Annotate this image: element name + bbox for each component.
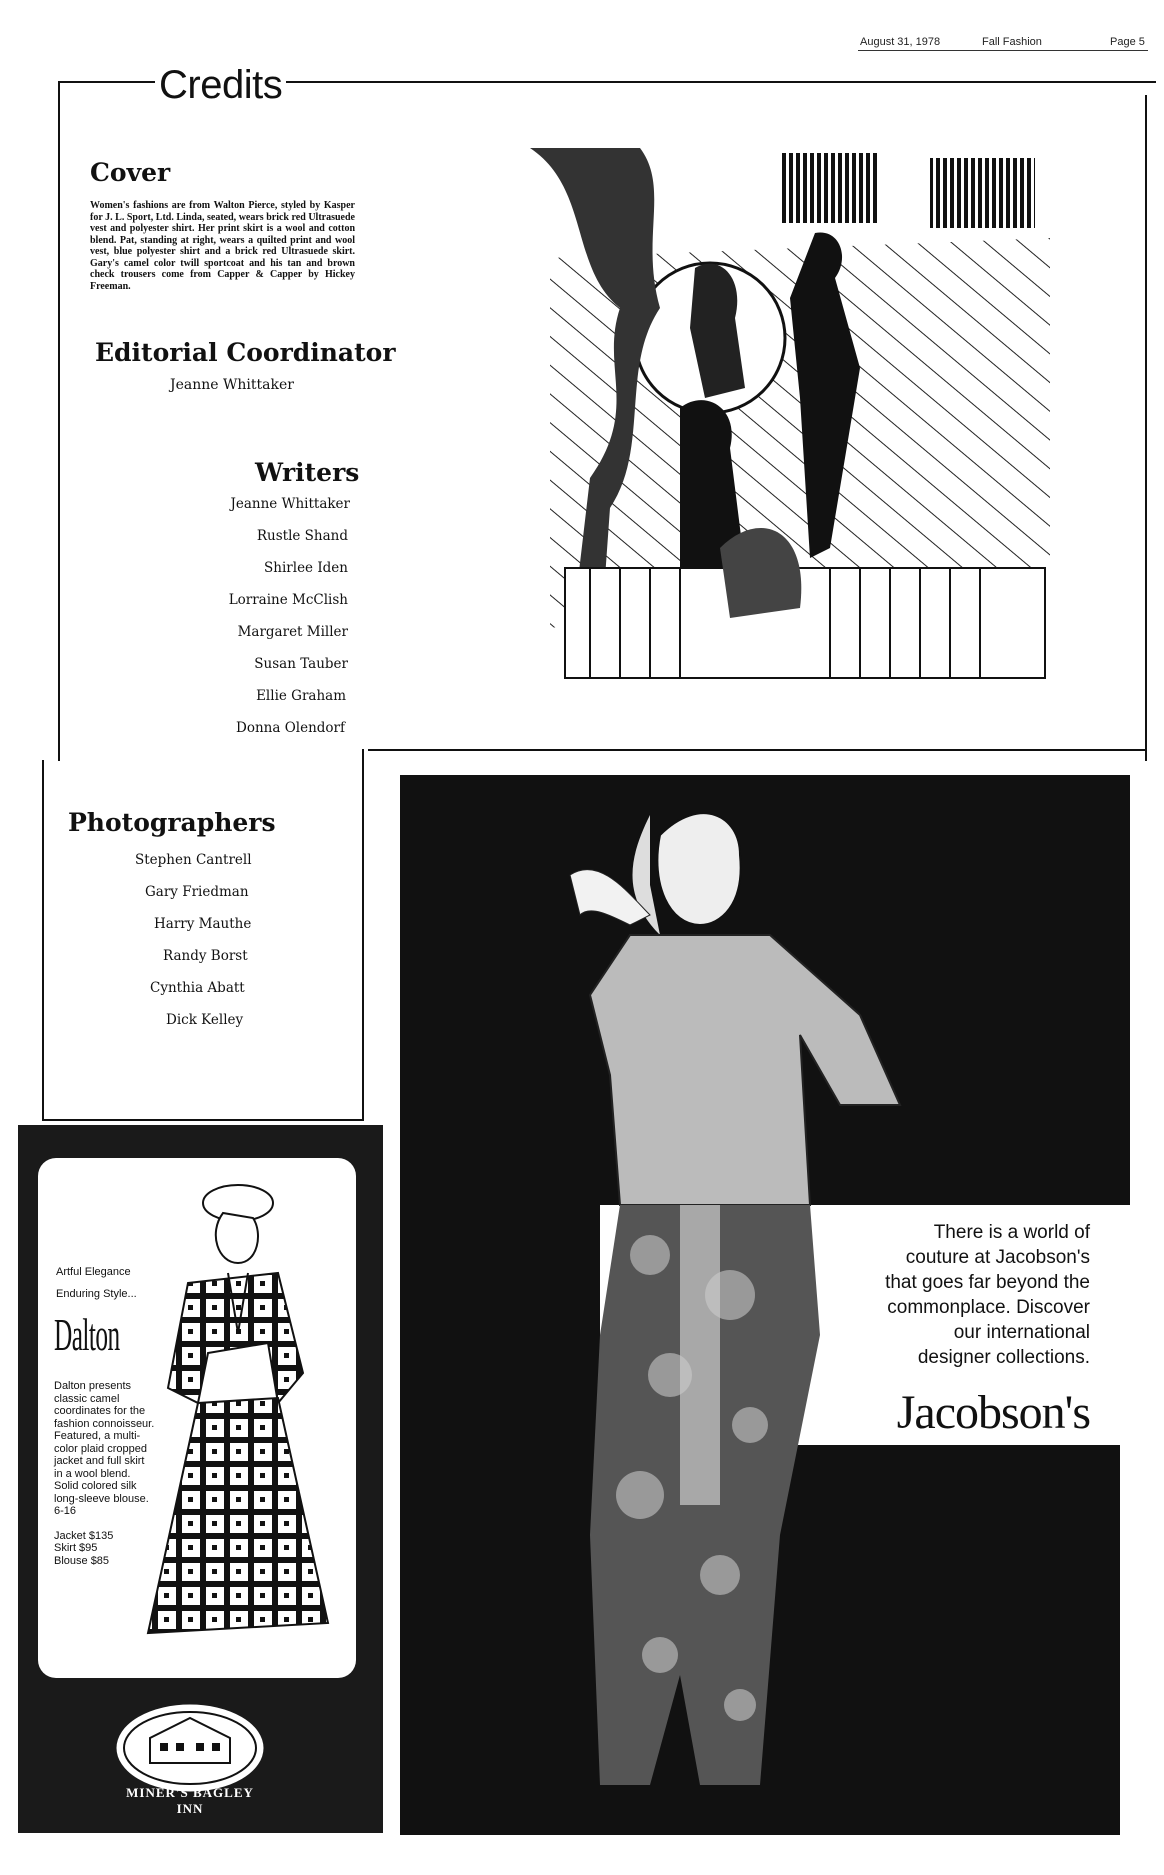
store-logo (110, 1693, 270, 1816)
writer-name: Lorraine McClish (228, 592, 348, 608)
dalton-tagline-1: Artful Elegance (56, 1266, 131, 1278)
header-section: Fall Fashion (982, 36, 1042, 48)
jacobsons-copy-line: couture at Jacobson's (905, 1247, 1090, 1268)
dalton-logo: Dalton (54, 1309, 120, 1360)
cover-text: Women's fashions are from Walton Pierce, styled by Kasper for J. L. Sport, Ltd. Linda, seated, wears brick red Ultrasuede vest and polyester shirt. Her print skirt is a wool and cotton blend. Pat, standing at right, wears a quilted print and wool vest, blue polyester shirt and a brick red Ultrasuede skirt. Gary's camel color twill sportcoat and his tan and brown check trousers come from Capper & Capper by Hickey Freeman. (90, 200, 355, 292)
dalton-body-line: Dalton presents (54, 1380, 132, 1392)
dalton-body-line: 6-16 (54, 1505, 77, 1517)
dalton-body-line: in a wool blend. (54, 1467, 131, 1480)
photographers-heading: Photographers (68, 808, 276, 837)
dalton-body-line: long-sleeve blouse. (54, 1492, 149, 1505)
dalton-ad-panel (38, 1158, 356, 1678)
cover-heading: Cover (90, 158, 171, 187)
jacobsons-copy-line: designer collections. (917, 1347, 1090, 1368)
frame-rule (58, 81, 158, 83)
cover-photo-illustration (530, 148, 1065, 688)
header-page: Page 5 (1110, 36, 1145, 48)
frame-rule (362, 749, 364, 1121)
photographer-name: Dick Kelley (166, 1012, 244, 1028)
credits-title: Credits (155, 60, 286, 110)
dalton-body-line: Featured, a multi- (54, 1430, 141, 1442)
dalton-tagline-2: Enduring Style... (56, 1288, 137, 1300)
writer-name: Rustle Shand (256, 528, 348, 544)
frame-rule (368, 749, 1147, 751)
photographer-name: Gary Friedman (145, 884, 249, 900)
writer-name: Susan Tauber (254, 656, 348, 672)
jacobsons-copy-line: that goes far beyond the (885, 1272, 1090, 1293)
dalton-body-line: Solid colored silk (54, 1480, 137, 1492)
writer-name: Shirlee Iden (264, 560, 348, 576)
dalton-price: Skirt $95 (54, 1542, 98, 1554)
jacobsons-copy-line: our international (953, 1322, 1090, 1343)
cover-photo (530, 148, 1065, 688)
dalton-body-line: jacket and full skirt (54, 1455, 145, 1467)
header-date: August 31, 1978 (860, 36, 941, 48)
writer-name: Margaret Miller (237, 624, 348, 640)
writer-name: Jeanne Whittaker (230, 496, 350, 512)
photographer-name: Randy Borst (163, 948, 248, 964)
dalton-body-line: coordinates for the (54, 1405, 146, 1417)
frame-rule (42, 1119, 364, 1121)
frame-rule (280, 81, 1156, 83)
dalton-body (54, 1380, 174, 1567)
frame-rule (42, 760, 44, 1120)
jacobsons-copy (840, 1220, 1090, 1370)
jacobsons-copy-line: commonplace. Discover (887, 1297, 1090, 1318)
jacobsons-copy-line: There is a world of (933, 1222, 1090, 1243)
dalton-body-line: classic camel (54, 1392, 120, 1405)
editorial-heading: Editorial Coordinator (95, 338, 396, 367)
frame-rule (1145, 95, 1147, 761)
store-name: MINER'S BAGLEY INN (126, 1785, 254, 1816)
dalton-price: Blouse $85 (54, 1554, 110, 1567)
dalton-body-line: fashion connoisseur. (54, 1417, 155, 1430)
dalton-price: Jacket $135 (54, 1529, 114, 1542)
writers-heading: Writers (255, 458, 360, 487)
dalton-body-line: color plaid cropped (54, 1442, 147, 1455)
jacobsons-logo: Jacobson's (896, 1386, 1090, 1439)
header-rule (858, 50, 1148, 51)
photographer-name: Stephen Cantrell (135, 852, 252, 868)
editorial-name: Jeanne Whittaker (170, 377, 294, 393)
writer-name: Donna Olendorf (236, 720, 345, 736)
writer-name: Ellie Graham (256, 688, 346, 704)
photographer-name: Cynthia Abatt (150, 980, 245, 996)
photographer-name: Harry Mauthe (154, 916, 252, 932)
